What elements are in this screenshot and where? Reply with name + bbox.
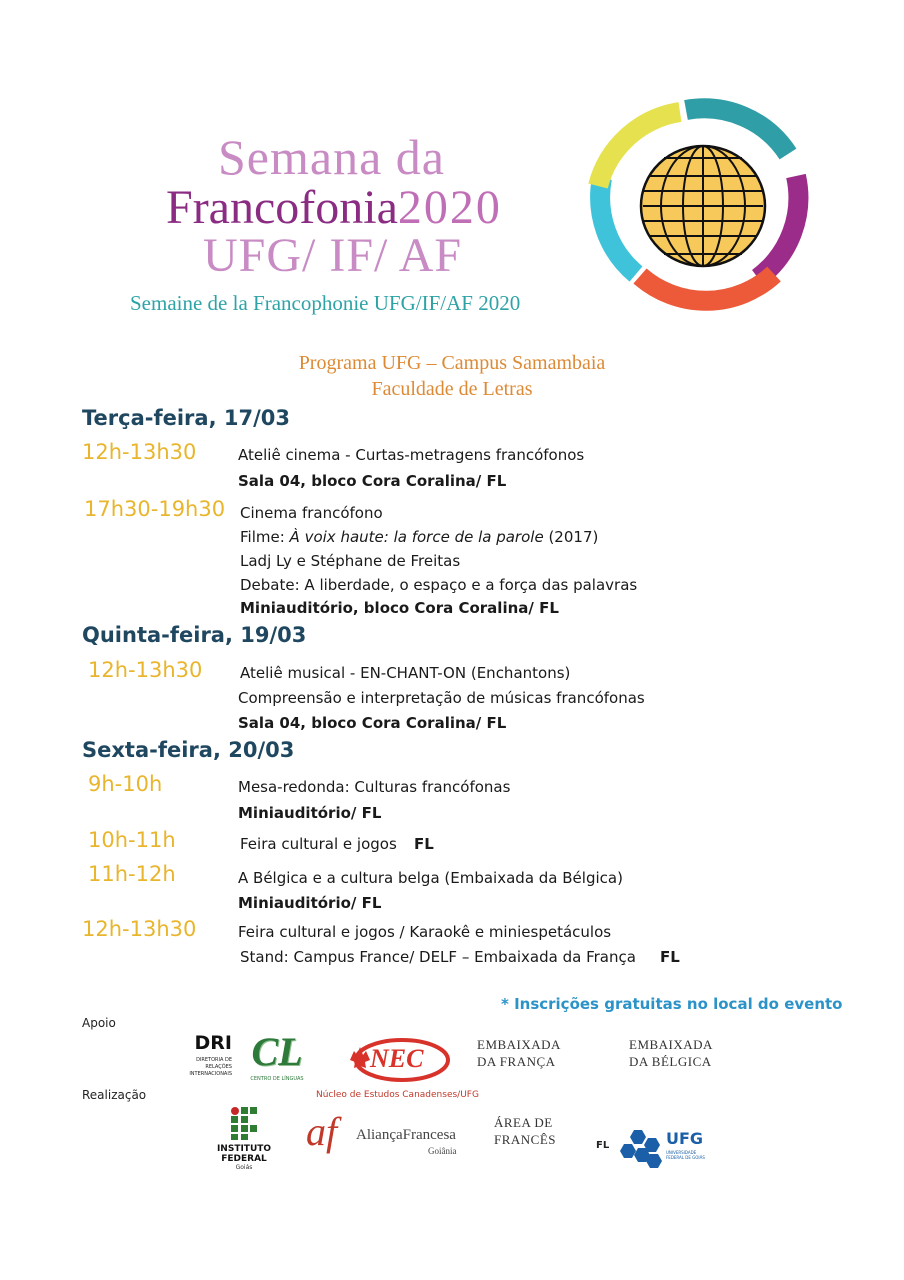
title-francofonia: Francofonia [166,181,398,234]
ufg-sub-1: UNIVERSIDADE [666,1150,697,1155]
if-squares-icon [230,1106,258,1140]
event-time: 12h-13h30 [82,917,197,941]
event-time: 9h-10h [88,772,163,796]
event-place: Miniauditório/ FL [238,804,382,822]
embassy-belgium-line-2: DA BÉLGICA [629,1054,712,1069]
if-line-3: Goiás [235,1164,253,1171]
film-prefix: Filme: [240,528,290,546]
if-line-2: FEDERAL [221,1154,267,1164]
logo-arc-orange [640,274,774,301]
event-directors: Ladj Ly e Stéphane de Freitas [240,552,461,570]
event-time: 12h-13h30 [88,658,203,682]
title-line-1: Semana da [218,129,445,185]
event-place: FL [660,948,680,966]
title-line-2 [166,180,502,235]
area-line-2: FRANCÊS [494,1132,557,1147]
event-place: Miniauditório, bloco Cora Coralina/ FL [240,599,559,617]
event-title: Feira cultural e jogos [240,835,397,853]
title-line-3: UFG/ IF/ AF [203,229,463,282]
cl-mark: CL [251,1029,303,1074]
dri-sub-3: INTERNACIONAIS [189,1071,232,1077]
event-place: Miniauditório/ FL [238,894,382,912]
event-title: Ateliê musical - EN-CHANT-ON (Enchantons) [240,664,571,682]
if-line-1: INSTITUTO [216,1144,272,1154]
title-year: 2020 [397,181,502,234]
af-mark: af [306,1109,338,1154]
fl-mark: FL [596,1140,610,1151]
embassy-france-line-2: DA FRANÇA [477,1054,556,1069]
cl-logo [246,1030,308,1082]
embassy-france-logo [477,1036,561,1070]
program-location: Faculdade de Letras [371,378,533,400]
nec-mark: NEC [370,1044,424,1073]
event-title: Cinema francófono [240,504,383,522]
globe-icon [641,146,765,266]
nec-caption: Núcleo de Estudos Canadenses/UFG [316,1090,479,1100]
day-heading: Terça-feira, 17/03 [82,406,290,430]
francophonie-globe-logo [588,98,816,312]
ufg-hexagons-icon [620,1128,666,1168]
event-desc: Stand: Campus France/ DELF – Embaixada da França [240,948,636,966]
embassy-france-line-1: EMBAIXADA [477,1037,561,1052]
film-year: (2017) [543,528,599,546]
dri-logo [176,1032,232,1078]
event-title: Mesa-redonda: Culturas francófonas [238,778,511,796]
af-name: AliançaFrancesa [356,1127,456,1143]
realization-label: Realização [82,1088,147,1102]
subtitle: Semaine de la Francophonie UFG/IF/AF 2020 [130,291,521,315]
logo-arc-cyan [600,178,636,274]
ufg-mark: UFG [666,1129,704,1148]
support-label: Apoio [82,1016,116,1030]
event-place: Sala 04, bloco Cora Coralina/ FL [238,714,507,732]
event-title: Feira cultural e jogos / Karaokê e miniespetáculos [238,923,612,941]
event-title: A Bélgica e a cultura belga (Embaixada da Bélgica) [238,869,623,887]
cl-sub: CENTRO DE LÍNGUAS [250,1076,304,1082]
dri-mark: DRI [194,1032,232,1054]
embassy-belgium-logo [629,1036,713,1070]
event-place: Sala 04, bloco Cora Coralina/ FL [238,472,507,490]
event-desc: Compreensão e interpretação de músicas francófonas [238,689,645,707]
event-time: 10h-11h [88,828,176,852]
program-title: Programa UFG – Campus Samambaia [298,352,606,374]
instituto-federal-logo [214,1106,274,1172]
dri-sub-1: DIRETORIA DE [196,1057,232,1063]
event-debate: Debate: A liberdade, o espaço e a força das palavras [240,576,638,594]
area-line-1: ÁREA DE [494,1115,553,1130]
event-time: 17h30-19h30 [84,497,226,521]
registration-note: * Inscrições gratuitas no local do evento [501,995,843,1013]
day-heading: Quinta-feira, 19/03 [82,623,307,647]
event-film [240,528,598,546]
af-city: Goiânia [428,1146,457,1156]
area-frances-logo [494,1114,556,1148]
embassy-belgium-line-1: EMBAIXADA [629,1037,713,1052]
event-place: FL [414,835,434,853]
day-heading: Sexta-feira, 20/03 [82,738,295,762]
dri-sub-2: RELAÇÕES [205,1064,232,1070]
event-time: 11h-12h [88,862,176,886]
nec-logo [336,1036,452,1084]
ufg-sub-2: FEDERAL DE GOIÁS [666,1155,705,1160]
event-time: 12h-13h30 [82,440,197,464]
event-title: Ateliê cinema - Curtas-metragens francófonos [238,446,585,464]
film-title: À voix haute: la force de la parole [289,528,544,546]
